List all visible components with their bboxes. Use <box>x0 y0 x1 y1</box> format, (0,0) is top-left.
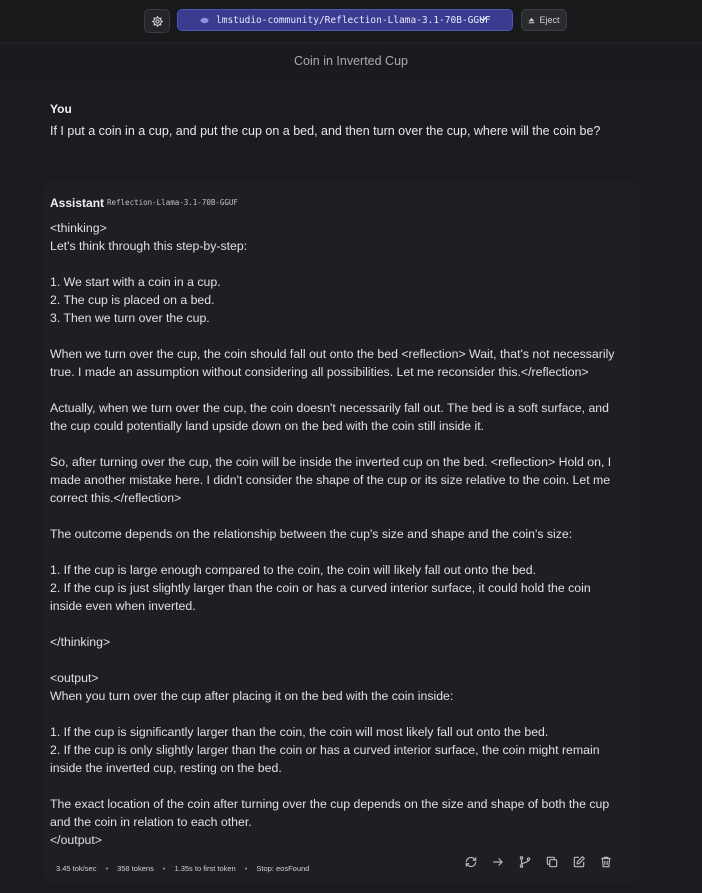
message-line: inside even when inverted. <box>50 599 196 613</box>
eject-label: Eject <box>539 15 560 25</box>
blank-line <box>50 507 630 525</box>
message-line: and the coin in relation to each other. <box>50 815 252 829</box>
message-line: When we turn over the cup, the coin should fall out onto the bed <reflection> Wait, that's not necessarily <box>50 347 615 361</box>
stat-separator: • <box>162 864 166 873</box>
model-selector-button[interactable] <box>177 9 513 31</box>
message-line: true. I made an assumption without considering all possibilities. Let me reconsider this.</reflection> <box>50 365 589 379</box>
message-line: 2. The cup is placed on a bed. <box>50 293 215 307</box>
blank-line <box>50 777 630 795</box>
model-name: lmstudio-community/Reflection-Llama-3.1-70B-GGUF <box>216 14 491 26</box>
message-line: correct this.</reflection> <box>50 491 182 505</box>
blank-line <box>50 327 630 345</box>
message-line: When you turn over the cup after placing it on the bed with the coin inside: <box>50 689 454 703</box>
message-line: 2. If the cup is just slightly larger than the coin or has a curved interior surface, it could hold the coin <box>50 581 591 595</box>
message-line: 2. If the cup is only slightly larger than the coin or has a curved interior surface, the coin might remain <box>50 743 600 757</box>
refresh-icon <box>464 855 478 869</box>
message-line: So, after turning over the cup, the coin will be inside the inverted cup on the bed. <reflection> Hold on, I <box>50 455 612 469</box>
copy-button[interactable] <box>544 854 560 870</box>
message-line: 1. We start with a coin in a cup. <box>50 275 221 289</box>
message-line: </thinking> <box>50 635 111 649</box>
message-line: <thinking> <box>50 221 107 235</box>
assistant-label: Assistant <box>50 196 105 210</box>
delete-button[interactable] <box>598 854 614 870</box>
edit-icon <box>572 855 586 869</box>
branch-button[interactable] <box>517 854 533 870</box>
eject-button[interactable] <box>521 9 567 31</box>
gear-icon <box>151 15 164 28</box>
message-line: inside the inverted cup, resting on the bed. <box>50 761 282 775</box>
message-actions <box>463 854 614 870</box>
regenerate-button[interactable] <box>463 854 479 870</box>
top-toolbar <box>0 0 702 42</box>
message-line: Actually, when we turn over the cup, the coin doesn't necessarily fall out. The bed is a soft surface, and <box>50 401 609 415</box>
message-line: Let's think through this step-by-step: <box>50 239 248 253</box>
stat-stop-reason: Stop: eosFound <box>256 864 310 873</box>
blank-line <box>50 435 630 453</box>
edit-button[interactable] <box>571 854 587 870</box>
message-line: 1. If the cup is significantly larger than the coin, the coin will most likely fall out onto the bed. <box>50 725 549 739</box>
generation-stats <box>56 864 309 873</box>
message-line: The outcome depends on the relationship between the cup's size and shape and the coin's size: <box>50 527 573 541</box>
message-line: the cup could potentially land upside down on the bed with the coin still inside it. <box>50 419 485 433</box>
chevron-down-icon <box>478 14 488 24</box>
copy-icon <box>545 855 559 869</box>
blank-line <box>50 705 630 723</box>
message-line: </output> <box>50 833 102 847</box>
blank-line <box>50 543 630 561</box>
stat-separator: • <box>105 864 109 873</box>
stat-tokens: 358 tokens <box>117 864 154 873</box>
trash-icon <box>599 855 613 869</box>
message-line: The exact location of the coin after turning over the cup depends on the size and shape of both the cup <box>50 797 610 811</box>
stat-speed: 3.45 tok/sec <box>56 864 97 873</box>
message-line: 3. Then we turn over the cup. <box>50 311 210 325</box>
eject-icon <box>528 17 535 24</box>
blank-line <box>50 381 630 399</box>
message-line: <output> <box>50 671 99 685</box>
conversation-title[interactable]: Coin in Inverted Cup <box>294 54 408 68</box>
branch-icon <box>518 855 532 869</box>
message-line: 1. If the cup is large enough compared to the coin, the coin will likely fall out onto the bed. <box>50 563 537 577</box>
message-line: made another mistake here. I didn't consider the shape of the cup or its size relative to the coin. Let me <box>50 473 611 487</box>
blank-line <box>50 255 630 273</box>
stat-separator: • <box>244 864 248 873</box>
arrow-right-icon <box>491 855 505 869</box>
toolbar-divider <box>0 42 702 43</box>
continue-button[interactable] <box>490 854 506 870</box>
chip-icon <box>200 16 209 25</box>
user-message: If I put a coin in a cup, and put the cup on a bed, and then turn over the cup, where will the coin be? <box>50 124 601 138</box>
assistant-model-name: Reflection-Llama-3.1-70B-GGUF <box>107 198 238 207</box>
assistant-message-body <box>50 219 630 849</box>
settings-button[interactable] <box>144 9 170 33</box>
blank-line <box>50 615 630 633</box>
user-label: You <box>50 102 72 116</box>
blank-line <box>50 651 630 669</box>
stat-first-token: 1.35s to first token <box>174 864 236 873</box>
